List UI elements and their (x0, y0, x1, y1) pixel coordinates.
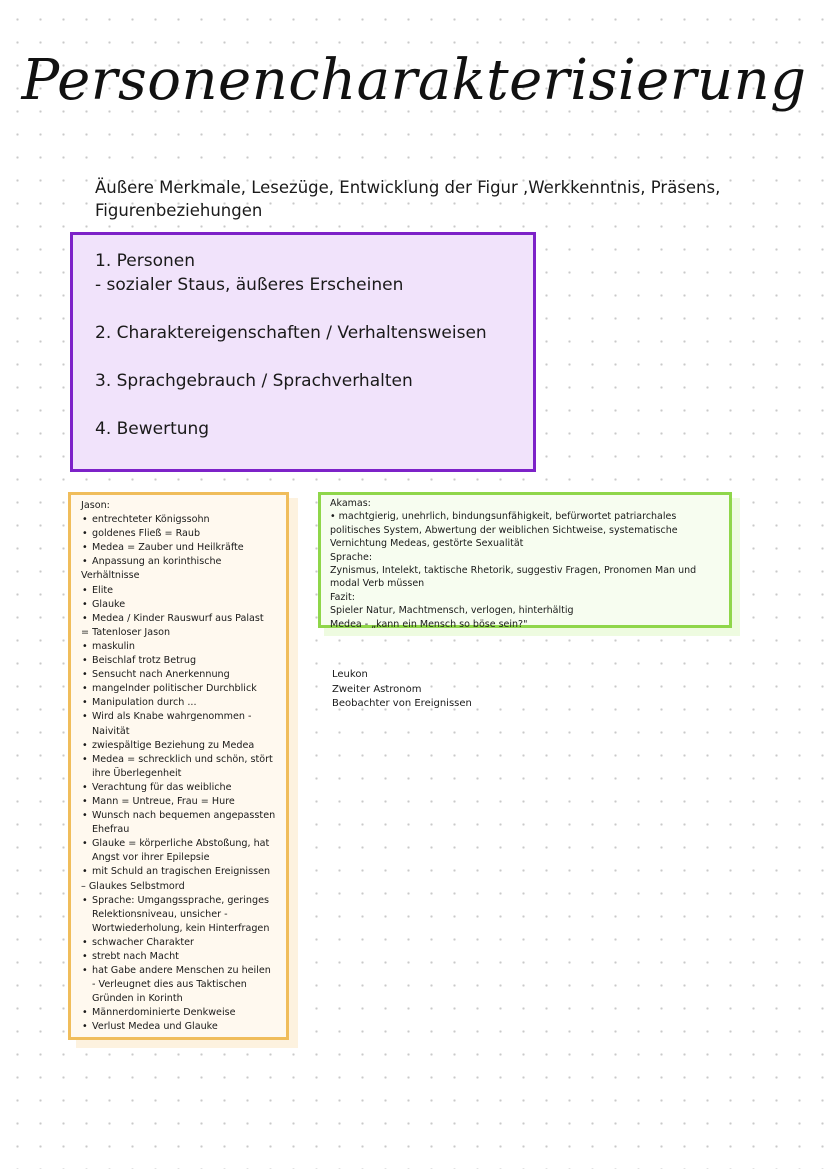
list-item: • Mann = Untreue, Frau = Hure (81, 795, 276, 809)
leukon-name: Leukon (332, 669, 368, 680)
list-item: • Sprache: Umgangssprache, geringes Relektionsniveau, unsicher - Wortwiederholung, kein Hinterfragen (81, 894, 276, 936)
outline-item-personen: 1. Personen (95, 251, 195, 271)
outline-item-bewertung: 4. Bewertung (95, 419, 210, 439)
list-item: • Manipulation durch ... (81, 696, 276, 710)
list-item: • mangelnder politischer Durchblick (81, 682, 276, 696)
akamas-sprache-label: Sprache: (330, 551, 373, 563)
akamas-heading: Akamas: (330, 498, 371, 509)
jason-heading: Jason: (81, 500, 110, 511)
akamas-sprache: Zynismus, Intelekt, taktische Rhetorik, suggestiv Fragen, Pronomen Man und modal Verb müssen (330, 565, 697, 590)
outline-box (70, 232, 536, 472)
akamas-box (318, 492, 732, 628)
list-item: – Glaukes Selbstmord (81, 880, 185, 892)
list-item: • Glauke = körperliche Abstoßung, hat Angst vor ihrer Epilepsie (81, 837, 276, 865)
jason-list (81, 513, 276, 1034)
list-item: • Sensucht nach Anerkennung (81, 668, 276, 682)
akamas-fazit-label: Fazit: (330, 591, 355, 603)
list-item: • zwiespältige Beziehung zu Medea (81, 739, 276, 753)
outline-item-sprache: 3. Sprachgebrauch / Sprachverhalten (95, 371, 413, 391)
list-item: • schwacher Charakter (81, 936, 276, 950)
list-item: • Medea = Zauber und Heilkräfte (81, 541, 276, 555)
list-item: • Wunsch nach bequemen angepassten Ehefrau (81, 809, 276, 837)
leukon-description: Beobachter von Ereignissen (332, 698, 472, 709)
list-item: • Verachtung für das weibliche (81, 781, 276, 795)
list-item: • Elite (81, 584, 276, 598)
page-title: Personencharakterisierung (21, 48, 807, 113)
list-item: • strebt nach Macht (81, 950, 276, 964)
akamas-traits: • machtgierig, unehrlich, bindungsunfähigkeit, befürwortet patriarchales politisches System, Abwertung der weiblichen Sichtweise, systematische Vernichtung Medeas, gestörte Sexualität (330, 511, 678, 550)
list-item: • Medea = schrecklich und schön, stört ihre Überlegenheit (81, 753, 276, 781)
list-item: • goldenes Fließ = Raub (81, 527, 276, 541)
akamas-fazit-1: Spieler Natur, Machtmensch, verlogen, hinterhältig (330, 605, 574, 617)
leukon-notes (332, 668, 472, 712)
jason-box (68, 492, 289, 1040)
outline-item-charakter: 2. Charaktereigenschaften / Verhaltensweisen (95, 323, 487, 343)
list-item: • Glauke (81, 598, 276, 612)
outline-item-status: - sozialer Staus, äußeres Erscheinen (95, 275, 404, 295)
list-item: • Wird als Knabe wahrgenommen - Naivität (81, 710, 276, 738)
list-item: • mit Schuld an tragischen Ereignissen (81, 865, 276, 879)
list-item: • Männerdominierte Denkweise (81, 1006, 276, 1020)
list-item: • maskulin (81, 640, 276, 654)
leukon-role: Zweiter Astronom (332, 683, 422, 695)
list-item: Verhältnisse (81, 570, 140, 582)
list-item: = Tatenloser Jason (81, 626, 171, 638)
list-item: • entrechteter Königssohn (81, 513, 276, 527)
subtitle: Äußere Merkmale, Lesezüge, Entwicklung der Figur ,Werkkenntnis, Präsens, Figurenbeziehungen (95, 178, 721, 220)
list-item: • Verlust Medea und Glauke (81, 1020, 276, 1034)
list-item: • hat Gabe andere Menschen zu heilen - Verleugnet dies aus Taktischen Gründen in Korinth (81, 964, 276, 1006)
list-item: • Medea / Kinder Rauswurf aus Palast (81, 612, 276, 626)
akamas-fazit-2: Medea - „kann ein Mensch so böse sein?" (330, 618, 528, 630)
list-item: • Anpassung an korinthische (81, 555, 276, 569)
list-item: • Beischlaf trotz Betrug (81, 654, 276, 668)
